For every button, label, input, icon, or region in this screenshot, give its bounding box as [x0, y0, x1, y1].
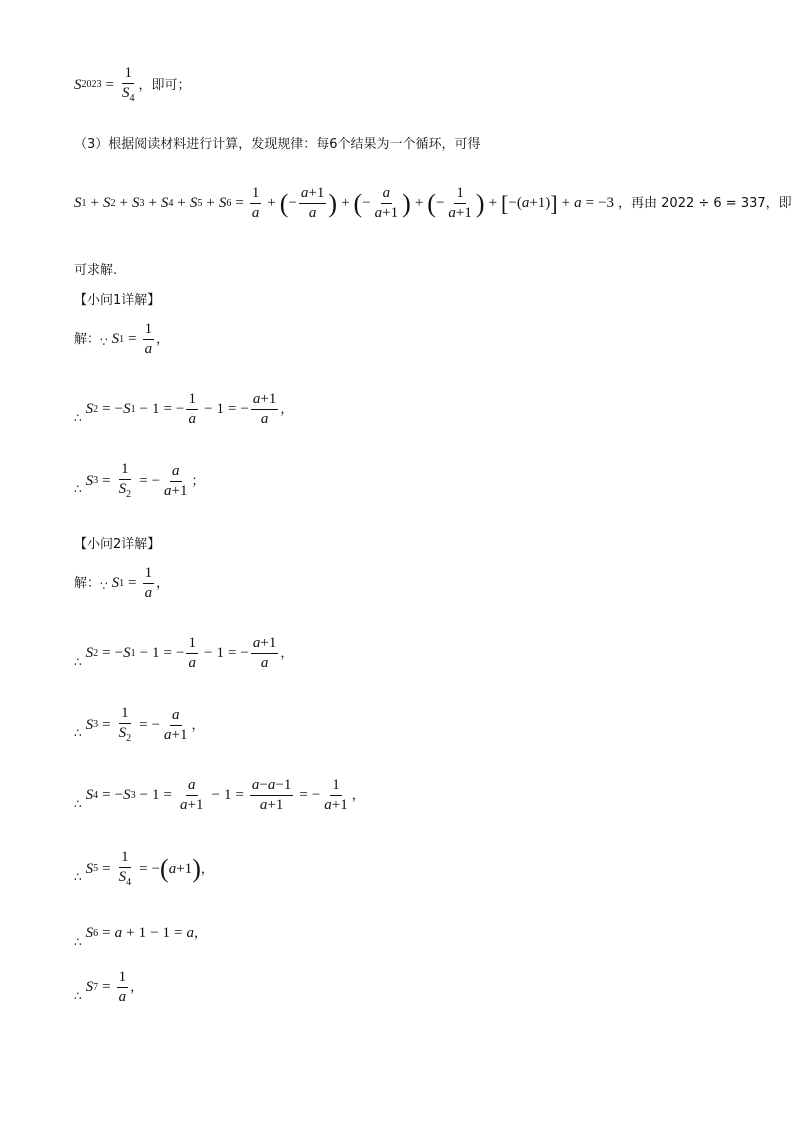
s2023-subscript: 2023 [81, 79, 102, 90]
q1-heading: 【小问1详解】 [74, 293, 161, 308]
q2-heading: 【小问2详解】 [74, 537, 161, 552]
sum-equation: S 1 + S 2 + S 3 + S 4 + S 5 + S 6 = $\frac{1}{a}$ + ( − $\frac{a+1}{a}$ ) + ( − $\frac{a}{a+1}$ ) + ( − $\frac{1}{a+1}$ ) + [ −(a+1) ] + a = −3 ，再由 2022 ÷ 6 = 337，即 [74, 185, 792, 221]
q2-step-7: ∴ S 7 = $\frac{1}{a}$ ， [74, 969, 144, 1005]
q2-step-1: 解： ∵ S 1 = $\frac{1}{a}$ ， [74, 565, 170, 601]
q2-step-5: ∴ S 5 = $\frac{1}{S_4}$ = − ( a +1 ) ， [74, 849, 214, 888]
sum-result: −3 [598, 195, 615, 211]
intro-tail: ，即可； [138, 77, 191, 93]
q1-step-1: 解： ∵ S 1 = $\frac{1}{a}$ ， [74, 321, 170, 357]
part3-text: （3）根据阅读材料进行计算，发现规律：每6个结果为一个循环，可得 [74, 137, 481, 152]
intro-line: S 2023 = $\frac{1}{S_4}$ ，即可； [74, 65, 191, 104]
q2-step-3: ∴ S 3 = $\frac{1}{S_2}$ = − $\frac{a}{a+1}$ ， [74, 705, 205, 744]
q2-step-2: ∴ S 2 = − S 1 − 1 = − $\frac{1}{a}$ − 1 = − $\frac{a+1}{a}$ ， [74, 635, 294, 671]
fraction-1-over-s4: $\frac{1}{S_4}$ [121, 65, 135, 104]
q2-step-6: ∴ S 6 = a + 1 − 1 = a ， [74, 925, 208, 949]
part3-continuation: 可求解. [74, 263, 118, 278]
q1-step-3: ∴ S 3 = $\frac{1}{S_2}$ = − $\frac{a}{a+1}$ ； [74, 461, 205, 500]
q2-step-4: ∴ S 4 = − S 3 − 1 = $\frac{a}{a+1}$ − 1 = $\frac{a-a-1}{a+1}$ = − $\frac{1}{a+1}$ ， [74, 777, 365, 813]
q1-step-2: ∴ S 2 = − S 1 − 1 = − $\frac{1}{a}$ − 1 = − $\frac{a+1}{a}$ ， [74, 391, 294, 427]
part3-tail: ，再由 2022 ÷ 6 = 337，即 [618, 196, 792, 211]
